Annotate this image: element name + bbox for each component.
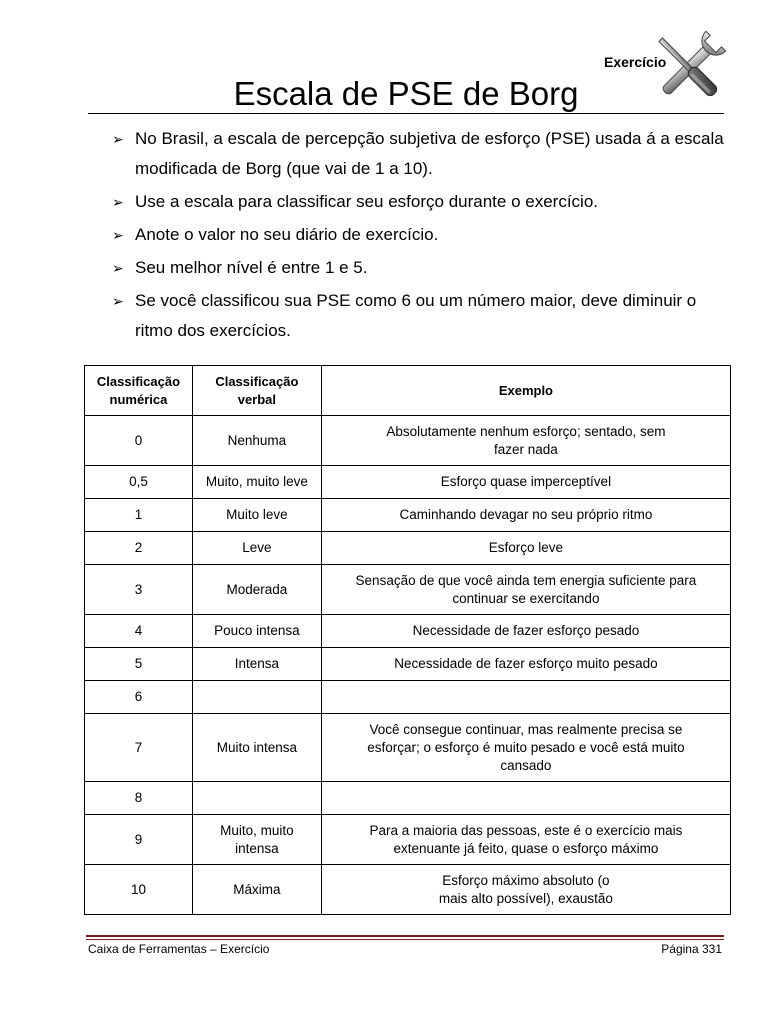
table-row [85,681,731,714]
cell-verbal: Muito intensa [192,714,321,782]
cell-numeric: 0,5 [85,466,193,499]
arrow-bullet-icon: ➢ [112,194,124,210]
table-row [85,532,731,565]
cell-example: Necessidade de fazer esforço pesado [321,615,730,648]
arrow-bullet-icon: ➢ [112,293,124,309]
cell-numeric: 7 [85,714,193,782]
cell-verbal: Moderada [192,565,321,615]
cell-verbal [192,681,321,714]
cell-verbal [192,782,321,815]
cell-verbal: Máxima [192,865,321,915]
table-row [85,565,731,615]
page-title: Escala de PSE de Borg [233,75,579,112]
cell-verbal: Leve [192,532,321,565]
arrow-bullet-icon: ➢ [112,260,124,276]
cell-example: Esforço leve [321,532,730,565]
bullet-item [112,187,732,217]
cell-numeric: 10 [85,865,193,915]
table-row [85,865,731,915]
cell-verbal: Intensa [192,648,321,681]
table-row [85,499,731,532]
cell-example: Esforço máximo absoluto (o mais alto possível), exaustão [321,865,730,915]
cell-example: Sensação de que você ainda tem energia suficiente para continuar se exercitando [321,565,730,615]
arrow-bullet-icon: ➢ [112,131,124,147]
cell-numeric: 9 [85,815,193,865]
cell-example: Caminhando devagar no seu próprio ritmo [321,499,730,532]
footer-page-number: Página 331 [661,942,722,956]
bullet-item [112,286,732,346]
header-tag: Exercício [604,54,667,70]
table-row [85,648,731,681]
cell-numeric: 5 [85,648,193,681]
bullet-text: Anote o valor no seu diário de exercício. [135,225,439,244]
cell-numeric: 8 [85,782,193,815]
table-row [85,815,731,865]
header-numeric: Classificação numérica [85,366,193,416]
footer-book-title: Caixa de Ferramentas – Exercício [88,942,270,956]
cell-verbal: Muito, muito leve [192,466,321,499]
cell-verbal: Muito leve [192,499,321,532]
cell-verbal: Muito, muito intensa [192,815,321,865]
arrow-bullet-icon: ➢ [112,227,124,243]
cell-example: Você consegue continuar, mas realmente precisa se esforçar; o esforço é muito pesado e você está muito cansado [321,714,730,782]
cell-example: Para a maioria das pessoas, este é o exercício mais extenuante já feito, quase o esforço máximo [321,815,730,865]
bullet-list [112,124,732,349]
cell-numeric: 1 [85,499,193,532]
table-row [85,615,731,648]
footer-rule [86,939,724,940]
bullet-item [112,220,732,250]
header-example: Exemplo [321,366,730,416]
bullet-text: Use a escala para classificar seu esforço durante o exercício. [135,192,599,211]
cell-example [321,681,730,714]
cell-verbal: Pouco intensa [192,615,321,648]
bullet-item [112,124,732,184]
borg-scale-table [84,365,731,915]
table-row [85,466,731,499]
bullet-item [112,253,732,283]
bullet-text: No Brasil, a escala de percepção subjetiva de esforço (PSE) usada á a escala modificada de Borg (que vai de 1 a 10). [135,129,724,178]
header-verbal: Classificação verbal [192,366,321,416]
cell-example: Absolutamente nenhum esforço; sentado, sem fazer nada [321,416,730,466]
cell-verbal: Nenhuma [192,416,321,466]
table-row [85,714,731,782]
cell-example: Necessidade de fazer esforço muito pesado [321,648,730,681]
bullet-text: Se você classificou sua PSE como 6 ou um número maior, deve diminuir o ritmo dos exercícios. [135,291,697,340]
cell-example: Esforço quase imperceptível [321,466,730,499]
cell-numeric: 0 [85,416,193,466]
table-row [85,416,731,466]
cell-numeric: 4 [85,615,193,648]
table-row [85,782,731,815]
cell-numeric: 6 [85,681,193,714]
title-rule [88,113,724,114]
cell-numeric: 2 [85,532,193,565]
bullet-text: Seu melhor nível é entre 1 e 5. [135,258,368,277]
cell-example [321,782,730,815]
cell-numeric: 3 [85,565,193,615]
footer-rule [86,935,724,937]
table-header-row [85,366,731,416]
